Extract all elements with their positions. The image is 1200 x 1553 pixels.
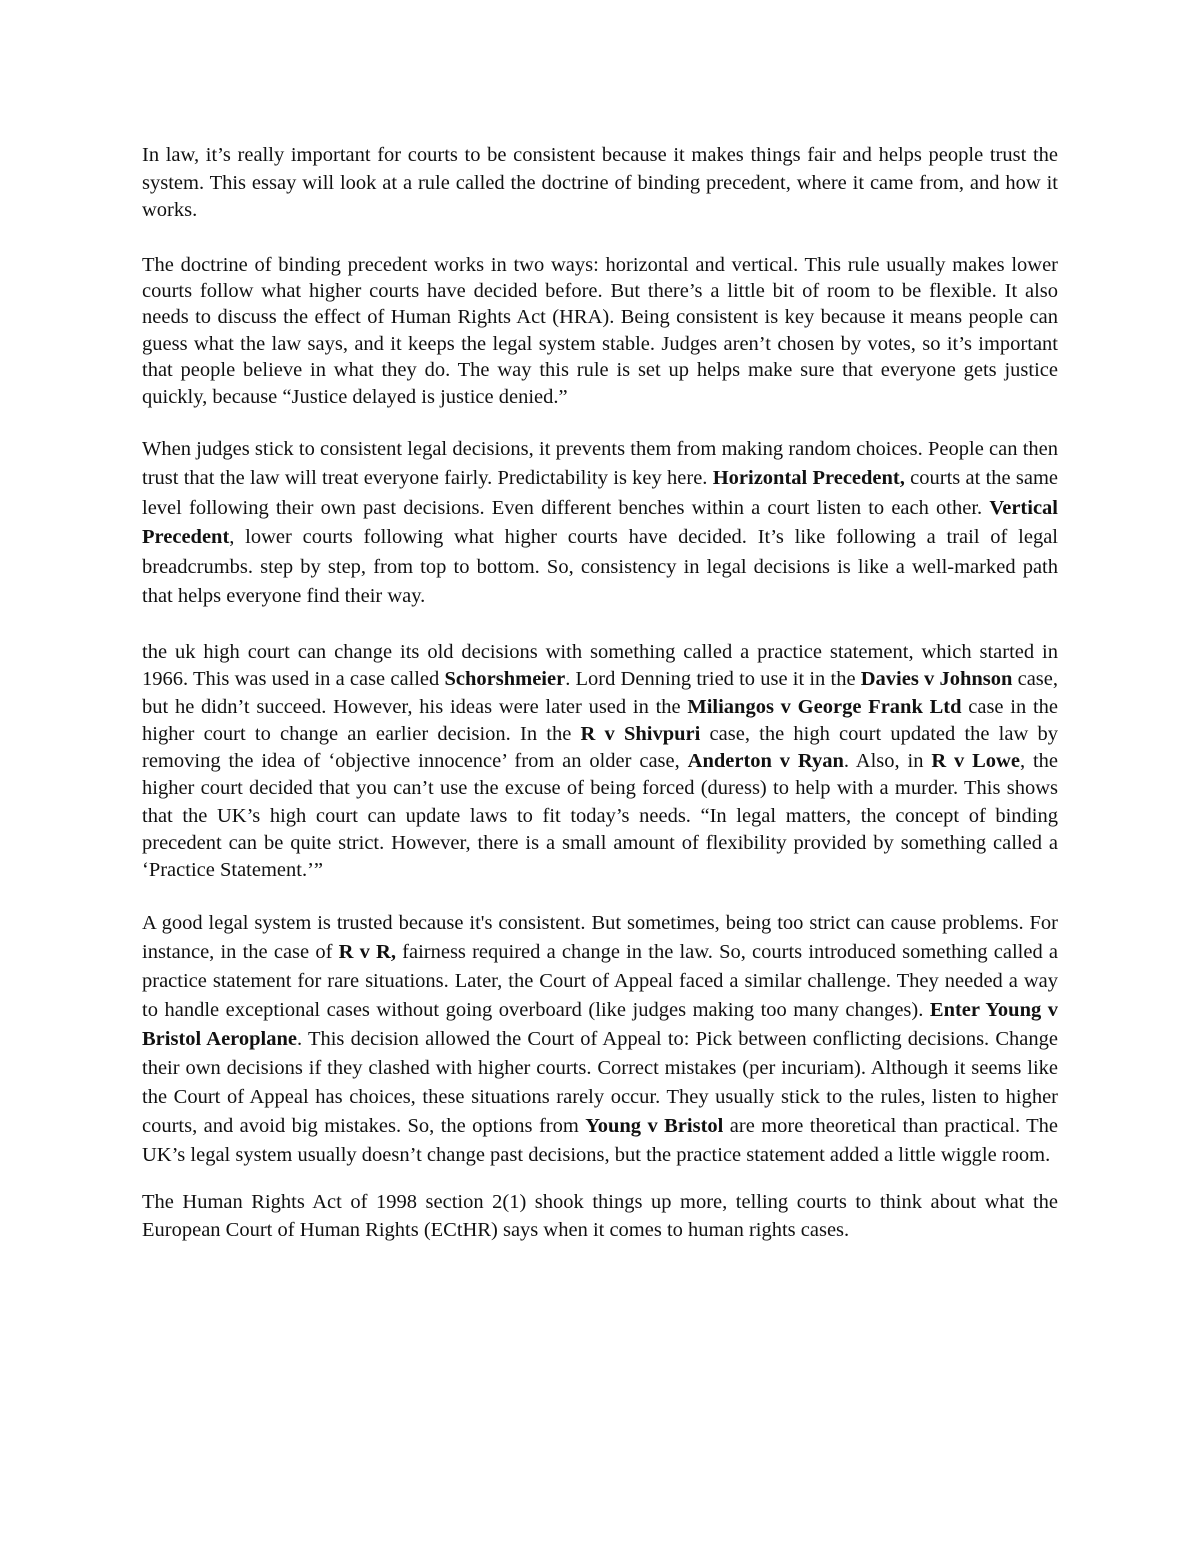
text-run: A good legal system is trusted because it's consistent. But sometimes, being too strict can cause problems. For instance, in the case of (142, 911, 1058, 963)
case-name-bold: R v R, (338, 940, 396, 963)
text-run: , the higher court decided that you can’t use the excuse of being forced (duress) to help with a murder. This shows that the UK’s high court can update laws to fit today’s needs. “In legal matters, the concept of binding precedent can be quite strict. However, there is a small amount of flexibility provided by something called a ‘Practice Statement.’” (142, 750, 1059, 882)
case-name-bold: Horizontal Precedent, (712, 467, 905, 490)
paragraph-intro (142, 142, 1058, 225)
text-run: In law, it’s really important for courts to be consistent because it makes things fair and helps people trust the system. This essay will look at a rule called the doctrine of binding precedent, where it came from, and how it works. (142, 144, 1058, 221)
case-name-bold: R v Shivpuri (580, 722, 701, 745)
paragraph-young-v-bristol (142, 909, 1058, 1170)
case-name-bold: Enter Young v Bristol Aeroplane (142, 998, 1058, 1050)
text-run: . Also, in (843, 750, 932, 773)
case-name-bold: Young v Bristol (585, 1114, 724, 1137)
paragraph-hra (142, 1188, 1058, 1245)
text-run: the uk high court can change its old decisions with something called a practice statement, which started in 1966. This was used in a case called (142, 640, 1058, 691)
text-run: . This decision allowed the Court of Appeal to: Pick between conflicting decisions. Change their own decisions if they clashed with higher courts. Correct mistakes (per incuriam). Although it seems like the Court of Appeal has choices, these situations rarely occur. They usually stick to the rules, listen to higher courts, and avoid big mistakes. So, the options from (142, 1027, 1058, 1137)
text-run: , lower courts following what higher courts have decided. It’s like following a trail of legal breadcrumbs. step by step, from top to bottom. So, consistency in legal decisions is like a well-marked path that helps everyone find their way. (142, 526, 1058, 608)
case-name-bold: Miliangos v George Frank Ltd (687, 695, 962, 718)
text-run: When judges stick to consistent legal decisions, it prevents them from making random choices. People can then trust that the law will treat everyone fairly. Predictability is key here. (142, 437, 1058, 490)
text-run: The Human Rights Act of 1998 section 2(1) shook things up more, telling courts to think about what the European Court of Human Rights (ECtHR) says when it comes to human rights cases. (142, 1190, 1058, 1242)
case-name-bold: Davies v Johnson (860, 668, 1013, 691)
text-run: case in the higher court to change an earlier decision. In the (142, 695, 1058, 745)
paragraph-doctrine (142, 252, 1058, 410)
text-run: case, the high court updated the law by removing the idea of ‘objective innocence’ from an older case, (142, 722, 1058, 773)
case-name-bold: Schorshmeier (444, 668, 566, 691)
text-run: case, but he didn’t succeed. However, his ideas were later used in the (142, 668, 1059, 718)
paragraph-practice-statement (142, 639, 1058, 885)
text-run: fairness required a change in the law. So, courts introduced something called a practice statement for rare situations. Later, the Court of Appeal faced a similar challenge. They needed a way to handle exceptional cases without going overboard (like judges making too many changes). (142, 940, 1059, 1021)
case-name-bold: R v Lowe (931, 750, 1020, 773)
text-run: The doctrine of binding precedent works in two ways: horizontal and vertical. This rule usually makes lower courts follow what higher courts have decided before. But there’s a little bit of room to be flexible. It also needs to discuss the effect of Human Rights Act (HRA). Being consistent is key because it means people can guess what the law says, and it keeps the legal system stable. Judges aren’t chosen by votes, so it’s important that people believe in what they do. The way this rule is set up helps make sure that everyone gets justice quickly, because “Justice delayed is justice denied.” (142, 253, 1058, 408)
text-run: . Lord Denning tried to use it in the (565, 668, 861, 691)
text-run: are more theoretical than practical. The UK’s legal system usually doesn’t change past decisions, but the practice statement added a little wiggle room. (142, 1114, 1058, 1166)
case-name-bold: Anderton v Ryan (687, 750, 844, 773)
document-page (142, 142, 1058, 1245)
paragraph-consistency (142, 435, 1058, 612)
text-run: courts at the same level following their own past decisions. Even different benches within a court listen to each other. (142, 467, 1058, 519)
case-name-bold: Vertical Precedent (142, 496, 1058, 549)
